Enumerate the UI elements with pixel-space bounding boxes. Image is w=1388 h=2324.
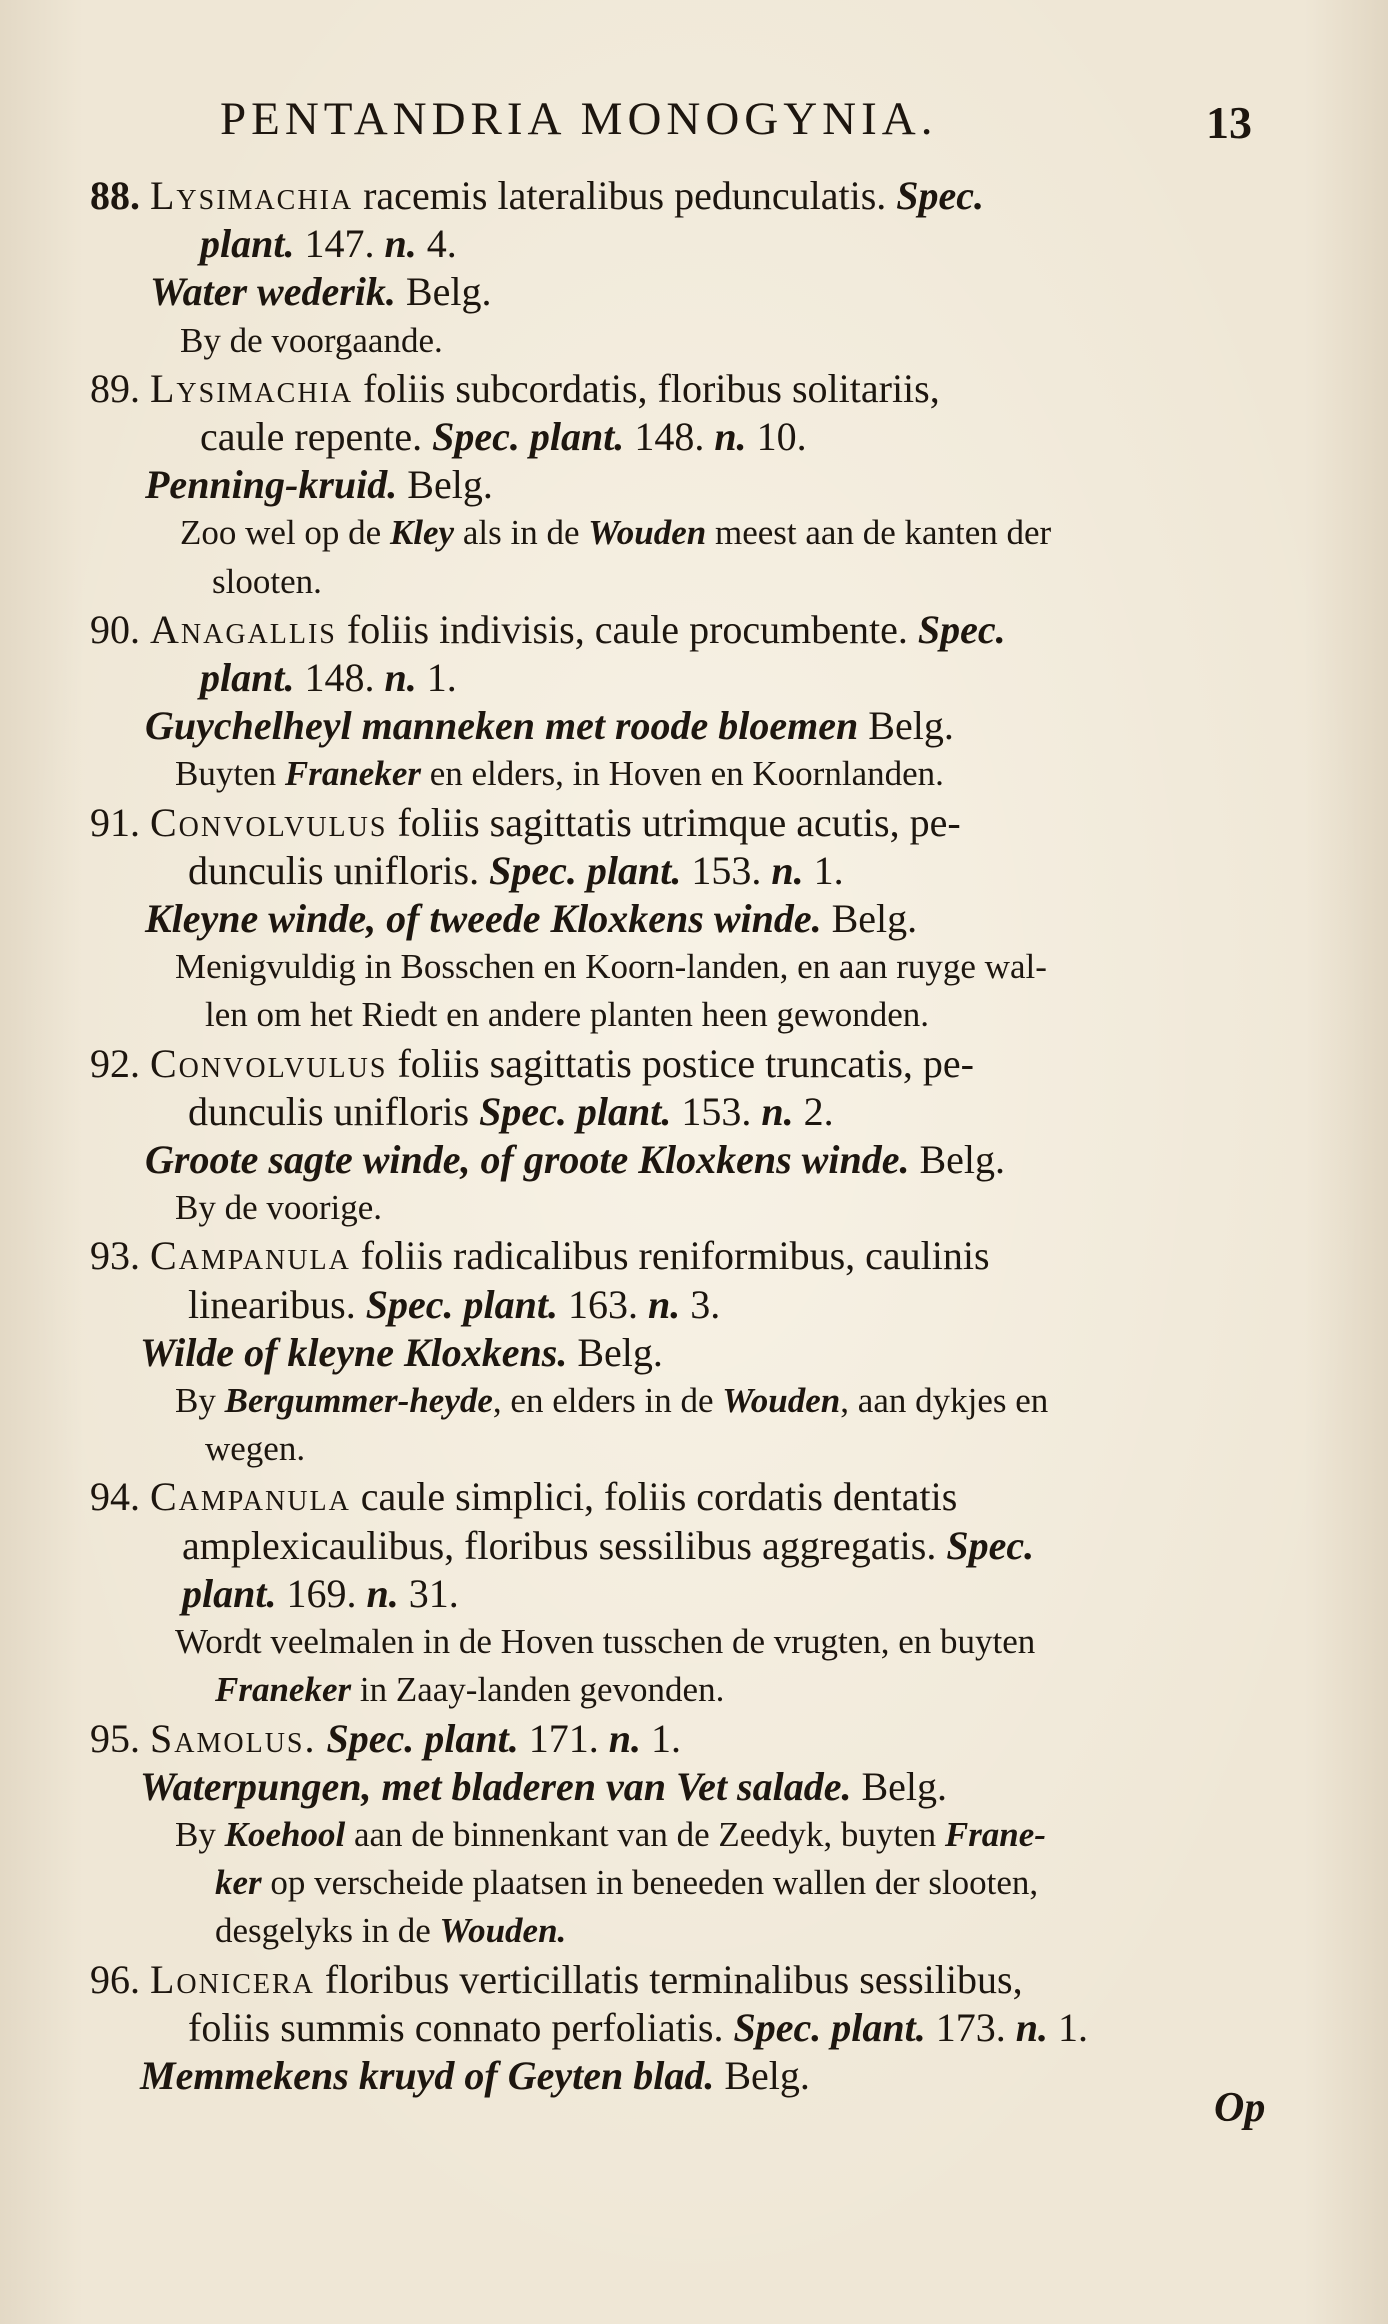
- text-segment: aan de binnenkant van de Zeedyk, buyten: [345, 1814, 945, 1854]
- italic-text: Spec. plant.: [733, 2004, 926, 2050]
- text-segment: 147.: [294, 221, 385, 267]
- italic-text: plant.: [200, 655, 295, 701]
- italic-text: Wouden.: [439, 1911, 567, 1951]
- text-line: [90, 654, 1290, 702]
- text-segment: 89.: [90, 365, 150, 411]
- text-segment: 91.: [90, 799, 150, 845]
- text-line: [90, 1811, 1290, 1859]
- italic-text: Spec. plant.: [432, 414, 625, 460]
- text-segment: dunculis unifloris: [188, 1088, 480, 1134]
- text-segment: 163.: [557, 1281, 648, 1327]
- italic-text: Guychelheyl manneken met roode bloemen: [145, 703, 859, 749]
- text-segment: foliis subcordatis, floribus solitariis,: [353, 365, 940, 411]
- italic-text: plant.: [200, 221, 295, 267]
- text-line: [90, 1040, 1290, 1088]
- genus-name: Samolus.: [150, 1715, 317, 1761]
- text-segment: foliis indivisis, caule procumbente.: [336, 606, 918, 652]
- italic-text: Water wederik.: [150, 269, 396, 315]
- text-segment: 88.: [90, 173, 150, 218]
- text-segment: [316, 1716, 326, 1761]
- text-line: [90, 172, 1290, 220]
- text-line: [90, 1666, 1290, 1714]
- text-line: [90, 1136, 1290, 1184]
- italic-text: Franeker: [215, 1670, 352, 1710]
- text-segment: 95.: [90, 1715, 150, 1761]
- text-segment: Belg.: [714, 2052, 810, 2098]
- text-segment: slooten.: [212, 561, 322, 601]
- text-segment: 90.: [90, 606, 150, 652]
- italic-text: Waterpungen, met bladeren van Vet salade.: [140, 1763, 852, 1809]
- text-line: [90, 1570, 1290, 1618]
- text-segment: racemis lateralibus pedunculatis.: [353, 173, 897, 218]
- italic-text: Wouden: [588, 513, 707, 553]
- text-segment: 92.: [90, 1040, 150, 1086]
- italic-text: n.: [384, 655, 417, 701]
- text-line: [90, 1329, 1290, 1377]
- italic-text: Franeker: [284, 754, 421, 794]
- italic-text: Bergummer-heyde: [224, 1381, 493, 1421]
- text-segment: 1.: [1047, 2004, 1088, 2050]
- text-segment: 4.: [416, 221, 457, 267]
- text-line: [90, 413, 1290, 461]
- text-segment: Buyten: [175, 754, 285, 794]
- genus-name: Campanula: [150, 1233, 351, 1279]
- text-line: [90, 2004, 1290, 2052]
- genus-name: Lysimachia: [150, 173, 354, 218]
- text-segment: 148.: [624, 414, 715, 460]
- text-segment: 2.: [793, 1088, 834, 1134]
- genus-name: Convolvulus: [150, 799, 388, 845]
- catchword: Op: [1214, 2085, 1266, 2131]
- genus-name: Anagallis: [150, 606, 337, 652]
- italic-text: Penning-kruid.: [145, 462, 398, 508]
- italic-text: n.: [366, 1570, 399, 1616]
- italic-text: Wouden: [722, 1381, 841, 1421]
- text-line: [90, 1907, 1290, 1955]
- text-segment: 94.: [90, 1474, 150, 1520]
- text-line: [90, 1618, 1290, 1666]
- italic-text: n.: [1015, 2004, 1048, 2050]
- italic-text: Spec. plant.: [326, 1715, 519, 1761]
- text-line: [90, 220, 1290, 268]
- text-segment: amplexicaulibus, floribus sessilibus aggregatis.: [182, 1522, 947, 1568]
- italic-text: Spec.: [917, 606, 1006, 652]
- text-segment: foliis sagittatis utrimque acutis, pe-: [387, 799, 961, 845]
- text-segment: Belg.: [567, 1329, 663, 1375]
- italic-text: n.: [771, 847, 804, 893]
- text-segment: 169.: [276, 1570, 367, 1616]
- text-segment: Belg.: [821, 896, 918, 942]
- genus-name: Lonicera: [150, 1956, 315, 2002]
- text-segment: floribus verticillatis terminalibus sessilibus,: [314, 1956, 1023, 2002]
- genus-name: Campanula: [150, 1474, 351, 1520]
- text-segment: By: [175, 1381, 225, 1421]
- italic-text: Spec.: [946, 1522, 1035, 1568]
- text-segment: 171.: [518, 1715, 609, 1761]
- italic-text: Spec. plant.: [365, 1281, 558, 1327]
- text-line: [90, 847, 1290, 895]
- text-segment: wegen.: [205, 1429, 306, 1469]
- text-segment: Menigvuldig in Bosschen en Koorn-landen, en aan ruyge wal-: [175, 947, 1047, 987]
- text-segment: foliis radicalibus reniformibus, caulinis: [350, 1233, 990, 1279]
- italic-text: plant.: [182, 1570, 277, 1616]
- text-segment: 153.: [671, 1088, 762, 1134]
- italic-text: n.: [647, 1281, 681, 1327]
- text-segment: Belg.: [909, 1137, 1005, 1183]
- italic-text: ker: [215, 1863, 262, 1903]
- text-segment: 1.: [803, 847, 844, 893]
- text-line: [90, 461, 1290, 509]
- text-segment: 96.: [90, 1956, 150, 2002]
- text-segment: Zoo wel op de: [180, 513, 390, 553]
- page-title: PENTANDRIA MONOGYNIA.: [220, 93, 938, 145]
- text-segment: 153.: [681, 847, 772, 893]
- italic-text: n.: [714, 414, 747, 460]
- text-segment: linearibus.: [188, 1281, 366, 1327]
- italic-text: Spec.: [896, 173, 985, 218]
- text-segment: 148.: [294, 655, 385, 701]
- running-head: [0, 92, 1388, 152]
- italic-text: Kley: [389, 513, 455, 553]
- text-segment: caule repente.: [200, 414, 433, 460]
- text-line: [90, 1377, 1290, 1425]
- text-line: [90, 1956, 1290, 2004]
- text-line: [90, 2052, 1290, 2100]
- text-line: [90, 702, 1290, 750]
- italic-text: n.: [384, 221, 417, 267]
- text-line: [90, 1763, 1290, 1811]
- text-line: [90, 991, 1290, 1039]
- text-segment: op verscheide plaatsen in beneeden wallen der slooten,: [261, 1863, 1039, 1903]
- text-line: [90, 365, 1290, 413]
- text-segment: caule simplici, foliis cordatis dentatis: [350, 1474, 958, 1520]
- text-line: [90, 750, 1290, 798]
- text-segment: 3.: [680, 1281, 721, 1327]
- text-segment: Belg.: [858, 703, 954, 749]
- text-line: [90, 895, 1290, 943]
- text-line: [90, 1184, 1290, 1232]
- text-segment: Belg.: [851, 1763, 948, 1809]
- text-segment: Wordt veelmalen in de Hoven tusschen de vrugten, en buyten: [175, 1622, 1036, 1662]
- text-line: [90, 799, 1290, 847]
- text-segment: desgelyks in de: [215, 1911, 440, 1951]
- text-segment: foliis summis connato perfoliatis.: [188, 2004, 734, 2050]
- text-segment: 93.: [90, 1233, 150, 1279]
- italic-text: n.: [761, 1088, 794, 1134]
- italic-text: Frane-: [944, 1814, 1046, 1854]
- text-segment: Belg.: [397, 462, 493, 508]
- text-segment: foliis sagittatis postice truncatis, pe-: [387, 1040, 974, 1086]
- text-line: [90, 1715, 1290, 1763]
- text-line: [90, 1281, 1290, 1329]
- italic-text: Groote sagte winde, of groote Kloxkens winde.: [145, 1137, 910, 1183]
- genus-name: Lysimachia: [150, 365, 354, 411]
- italic-text: Kleyne winde, of tweede Kloxkens winde.: [145, 896, 822, 942]
- text-segment: in Zaay-landen gevonden.: [351, 1670, 725, 1710]
- text-line: [90, 317, 1290, 365]
- text-segment: meest aan de kanten der: [706, 513, 1052, 553]
- italic-text: n.: [608, 1715, 641, 1761]
- italic-text: Memmekens kruyd of Geyten blad.: [140, 2052, 715, 2098]
- text-segment: als in de: [454, 513, 589, 553]
- text-line: [90, 606, 1290, 654]
- text-line: [90, 1522, 1290, 1570]
- text-line: [90, 943, 1290, 991]
- text-line: [90, 1425, 1290, 1473]
- text-segment: , en elders in de: [492, 1381, 723, 1421]
- italic-text: Koehool: [224, 1814, 346, 1854]
- text-segment: By: [175, 1814, 225, 1854]
- page-number: 13: [1206, 97, 1252, 148]
- text-segment: 1.: [416, 655, 457, 701]
- italic-text: Wilde of kleyne Kloxkens.: [140, 1329, 568, 1375]
- text-segment: 31.: [398, 1570, 459, 1616]
- text-line: [90, 1859, 1290, 1907]
- text-segment: dunculis unifloris.: [188, 847, 490, 893]
- text-line: [90, 268, 1290, 316]
- text-segment: en elders, in Hoven en Koornlanden.: [420, 754, 944, 794]
- italic-text: Spec. plant.: [489, 847, 682, 893]
- italic-text: Spec. plant.: [479, 1088, 672, 1134]
- text-segment: 1.: [640, 1715, 681, 1761]
- text-line: [90, 1088, 1290, 1136]
- text-line: [90, 509, 1290, 557]
- text-segment: , aan dykjes en: [840, 1381, 1049, 1421]
- text-segment: Belg.: [395, 269, 492, 315]
- text-line: [90, 1232, 1290, 1280]
- genus-name: Convolvulus: [150, 1040, 388, 1086]
- text-segment: By de voorgaande.: [180, 320, 443, 360]
- text-segment: 173.: [925, 2004, 1016, 2050]
- text-line: [90, 558, 1290, 606]
- text-segment: len om het Riedt en andere planten heen gewonden.: [205, 995, 930, 1035]
- text-line: [90, 1473, 1290, 1521]
- text-segment: 10.: [746, 414, 807, 460]
- body-text: [90, 172, 1290, 2100]
- text-segment: By de voorige.: [175, 1188, 383, 1228]
